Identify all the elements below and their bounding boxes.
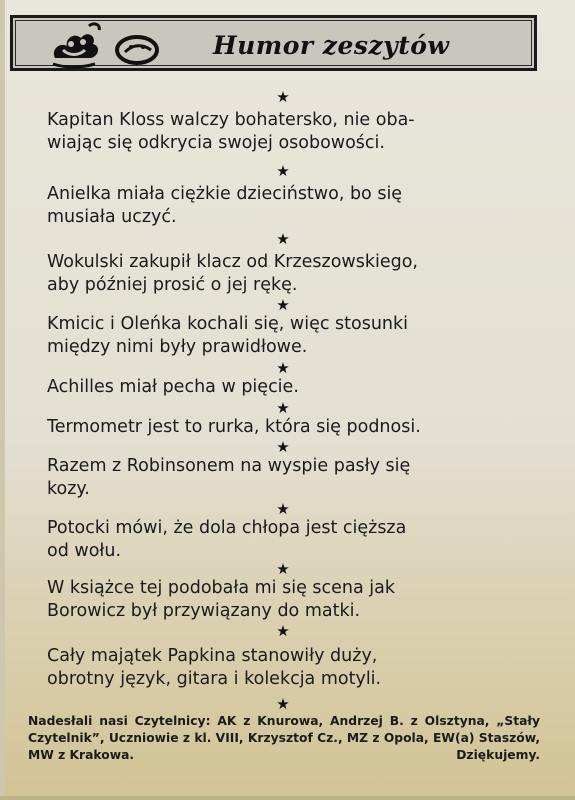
joke-line: Achilles miał pecha w pięcie. bbox=[47, 377, 299, 397]
joke-item bbox=[47, 376, 540, 399]
joke-line: kozy. bbox=[47, 479, 90, 499]
joke-item bbox=[47, 313, 540, 359]
page-bottom-edge bbox=[0, 796, 575, 800]
joke-line: od wołu. bbox=[47, 541, 122, 561]
star-icon: ★ bbox=[276, 399, 290, 417]
joke-line: Anielka miała ciężkie dzieciństwo, bo się bbox=[47, 184, 403, 204]
joke-line: Borowicz był przywiązany do matki. bbox=[47, 601, 361, 621]
joke-item bbox=[47, 416, 540, 439]
column-title: Humor zeszytów bbox=[213, 31, 450, 60]
joke-line: Cały majątek Papkina stanowiły duży, bbox=[47, 646, 378, 666]
joke-line: Kmicic i Oleńka kochali się, więc stosunki bbox=[47, 314, 409, 334]
column-header bbox=[10, 15, 537, 71]
star-icon: ★ bbox=[276, 438, 290, 456]
joke-line: Kapitan Kloss walczy bohatersko, nie oba- bbox=[47, 110, 415, 130]
joke-line: aby później prosić o jej rękę. bbox=[47, 275, 298, 295]
joke-item bbox=[47, 183, 540, 229]
page-edge bbox=[0, 0, 5, 800]
joke-line: Razem z Robinsonem na wyspie pasły się bbox=[47, 456, 411, 476]
joke-line: wiając się odkrycia swojej osobowości. bbox=[47, 133, 385, 153]
star-icon: ★ bbox=[276, 500, 290, 518]
credits-text: Nadesłali nasi Czytelnicy: AK z Knurowa, Andrzej B. z Olsztyna, „Stały Czytelnik”, Uczniowie z kl. VIII, Krzysztof Cz., MZ z Opola, EW(a) Staszów, MW z Krakowa. bbox=[28, 714, 540, 762]
star-icon: ★ bbox=[276, 560, 290, 578]
joke-item bbox=[47, 109, 540, 155]
credits-thanks: Dziękujemy. bbox=[456, 748, 540, 762]
reader-credits bbox=[28, 713, 540, 764]
joke-line: między nimi były prawidłowe. bbox=[47, 337, 308, 357]
star-icon: ★ bbox=[276, 88, 290, 106]
star-icon: ★ bbox=[276, 296, 290, 314]
star-icon: ★ bbox=[276, 695, 290, 713]
star-icon: ★ bbox=[276, 230, 290, 248]
joke-line: Potocki mówi, że dola chłopa jest cięższa bbox=[47, 518, 407, 538]
joke-line: obrotny język, gitara i kolekcja motyli. bbox=[47, 669, 382, 689]
joke-line: Termometr jest to rurka, która się podnosi. bbox=[47, 417, 421, 437]
star-icon: ★ bbox=[276, 622, 290, 640]
joke-line: Wokulski zakupił klacz od Krzeszowskiego, bbox=[47, 252, 418, 272]
star-icon: ★ bbox=[276, 359, 290, 377]
star-icon: ★ bbox=[276, 162, 290, 180]
joke-line: W książce tej podobała mi się scena jak bbox=[47, 578, 396, 598]
joke-item bbox=[47, 455, 540, 501]
joke-item bbox=[47, 251, 540, 297]
joke-item bbox=[47, 645, 540, 691]
joke-item bbox=[47, 517, 540, 563]
joke-item bbox=[47, 577, 540, 623]
joke-line: musiała uczyć. bbox=[47, 207, 177, 227]
humor-logo-icon bbox=[45, 20, 185, 70]
